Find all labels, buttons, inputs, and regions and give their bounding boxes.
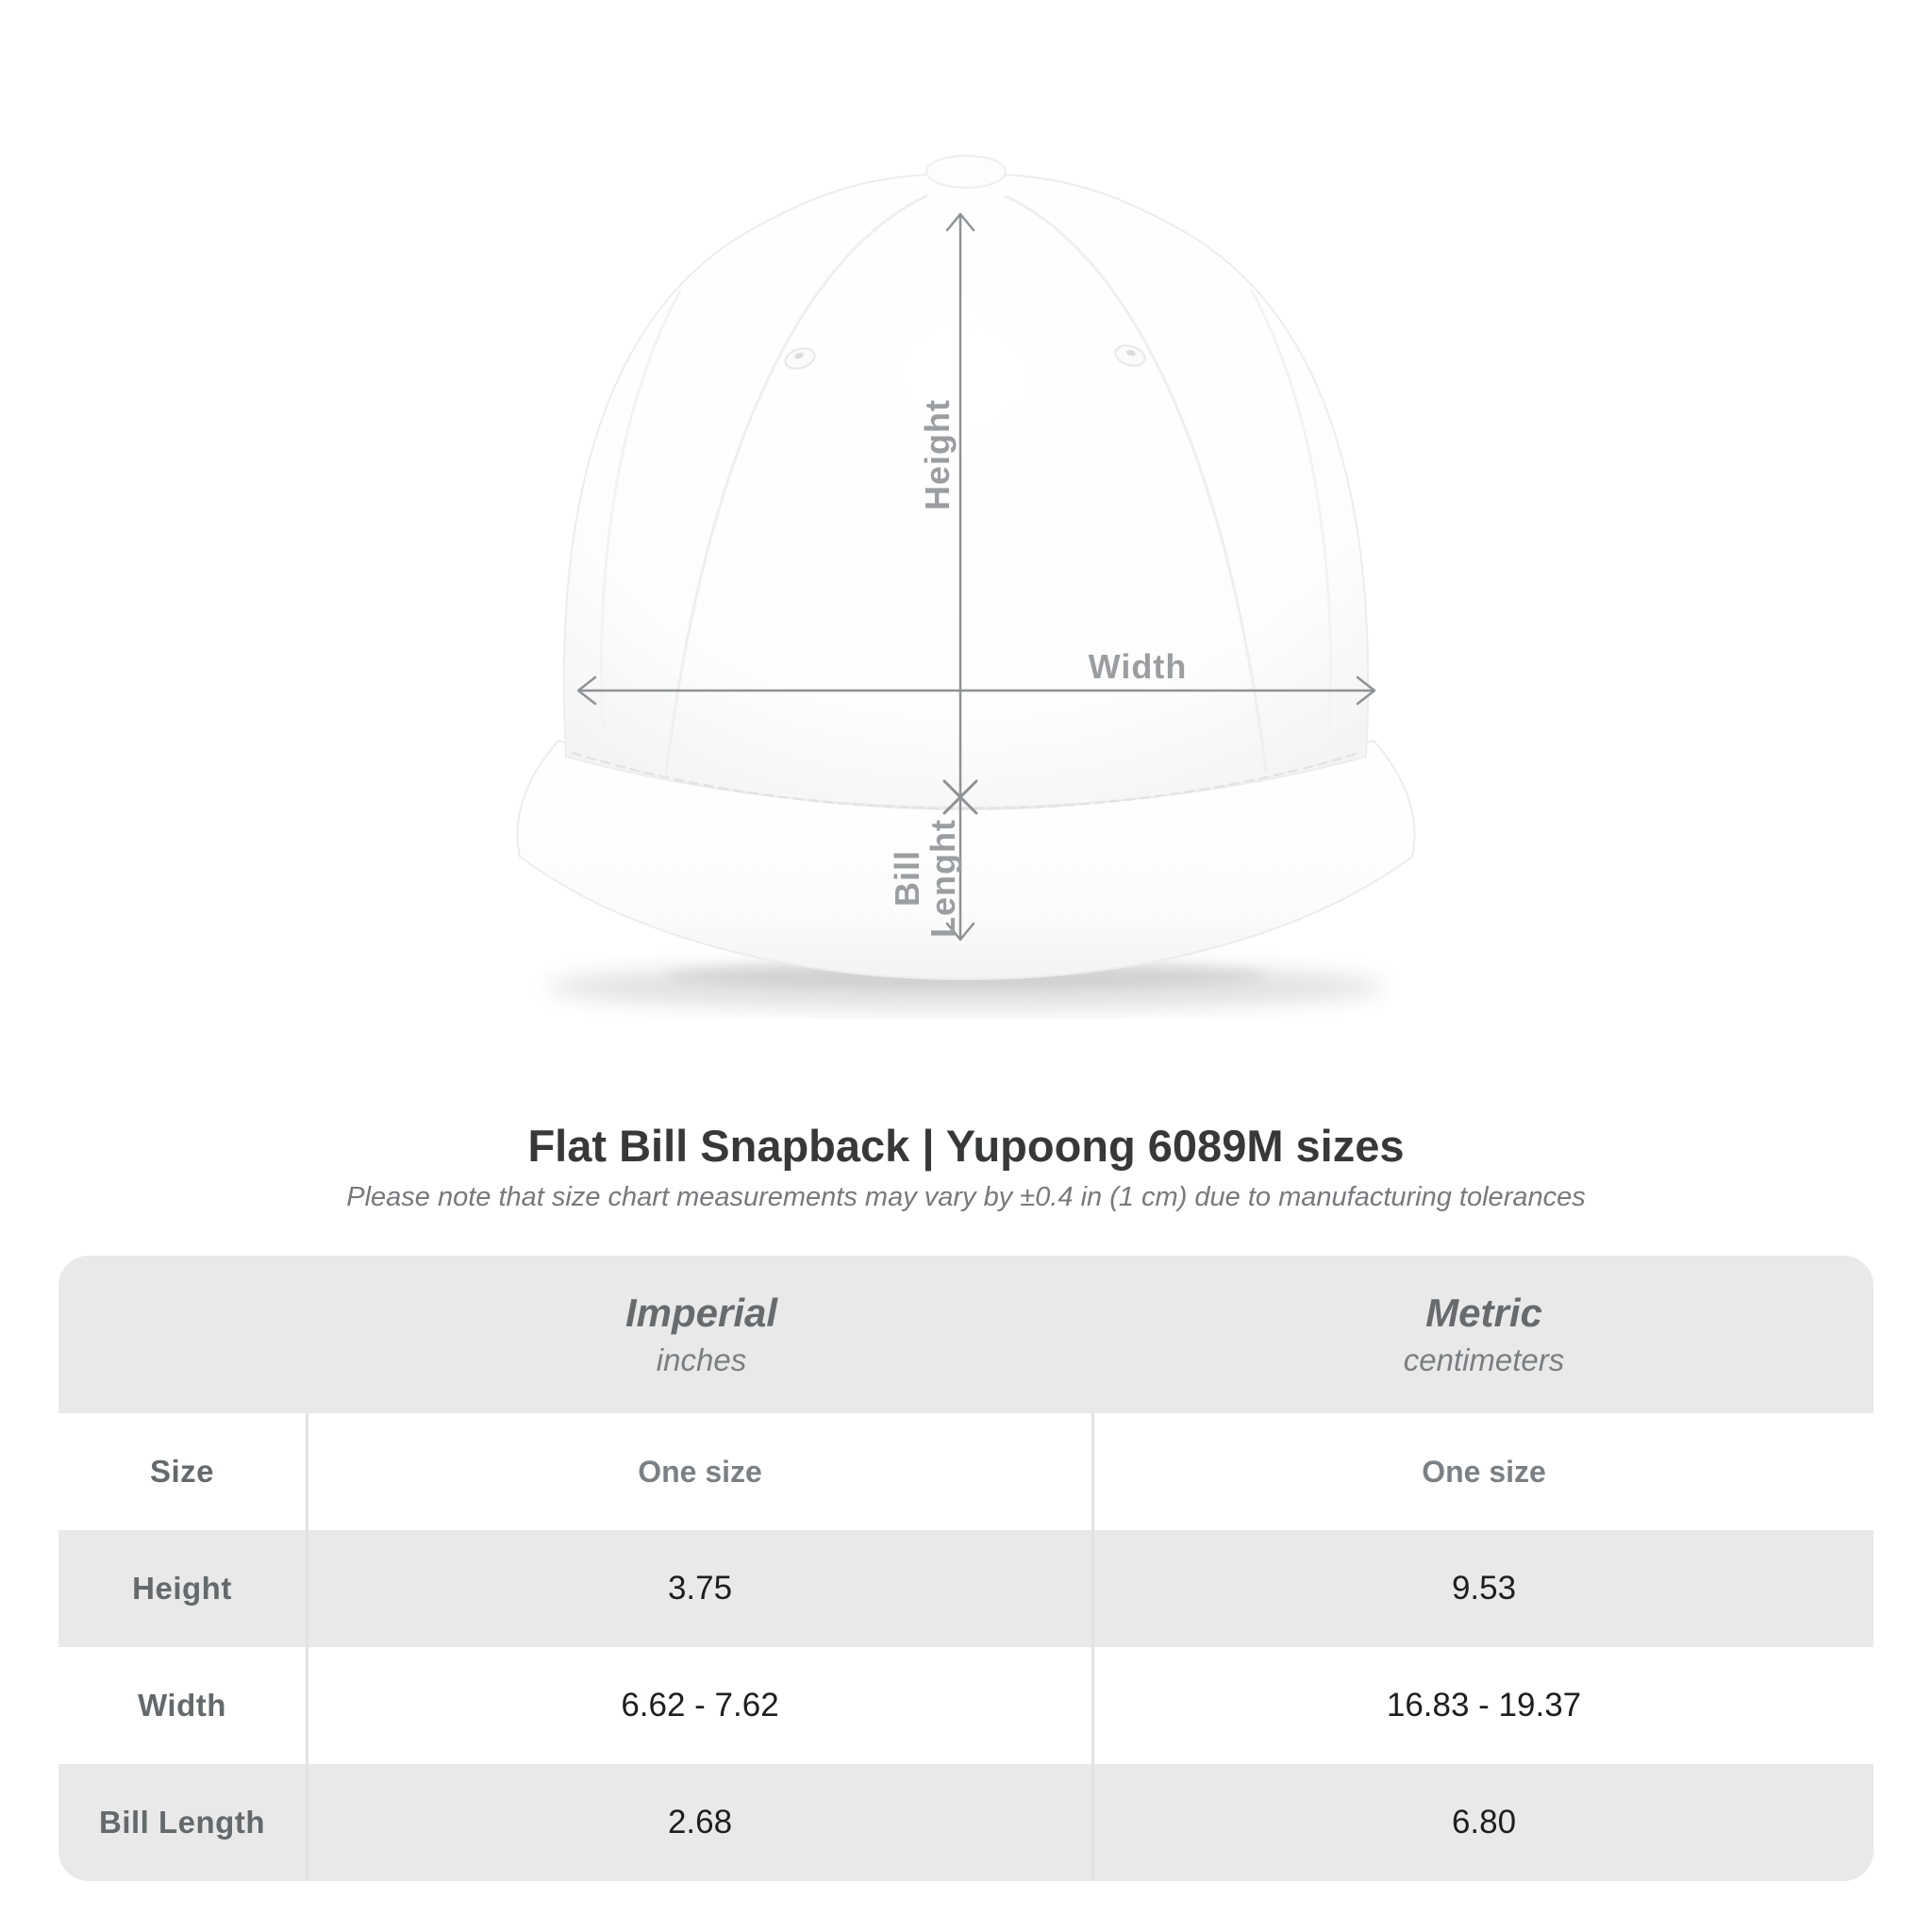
table-row-height: [58, 1530, 1874, 1647]
metric-value: 6.80: [1451, 1804, 1517, 1840]
imperial-column-header: [308, 1256, 1094, 1413]
width-dimension-label: Width: [1088, 647, 1188, 686]
imperial-unit-label: inches: [656, 1342, 747, 1377]
metric-value: 9.53: [1451, 1570, 1517, 1607]
hat-top-button: [926, 156, 1006, 188]
header-spacer: [58, 1256, 308, 1413]
row-label: Width: [58, 1647, 308, 1764]
table-row-bill-length: [58, 1764, 1874, 1881]
imperial-value: 2.68: [308, 1764, 1094, 1881]
bill-length-dimension-label: [890, 819, 961, 938]
table-row-size: [58, 1413, 1874, 1530]
metric-value: One size: [1422, 1454, 1546, 1489]
imperial-value: 3.75: [308, 1530, 1094, 1647]
row-label: Bill Length: [58, 1764, 308, 1881]
imperial-label: Imperial: [625, 1291, 778, 1335]
row-label: Size: [58, 1413, 308, 1530]
metric-unit-label: centimeters: [1403, 1342, 1565, 1377]
snapback-hat-illustration: [433, 123, 1499, 1019]
metric-column-header: [1094, 1256, 1874, 1413]
bill-length-label-line1: Bill: [888, 849, 926, 908]
metric-value: 16.83 - 19.37: [1386, 1687, 1582, 1724]
hat-crown: [564, 174, 1368, 808]
page-subtitle: Please note that size chart measurements may vary by ±0.4 in (1 cm) due to manufacturing tolerances: [346, 1182, 1586, 1212]
imperial-value: One size: [308, 1413, 1094, 1530]
bill-length-label-line2: Lenght: [924, 819, 962, 938]
row-label: Height: [58, 1530, 308, 1647]
table-row-width: [58, 1647, 1874, 1764]
heading-block: [0, 1121, 1932, 1213]
imperial-value: 6.62 - 7.62: [308, 1647, 1094, 1764]
size-chart-header: [58, 1256, 1874, 1413]
size-chart-table: [58, 1256, 1874, 1881]
page-title: Flat Bill Snapback | Yupoong 6089M sizes: [527, 1121, 1405, 1171]
metric-label: Metric: [1425, 1291, 1542, 1335]
height-dimension-label: Height: [918, 399, 957, 510]
